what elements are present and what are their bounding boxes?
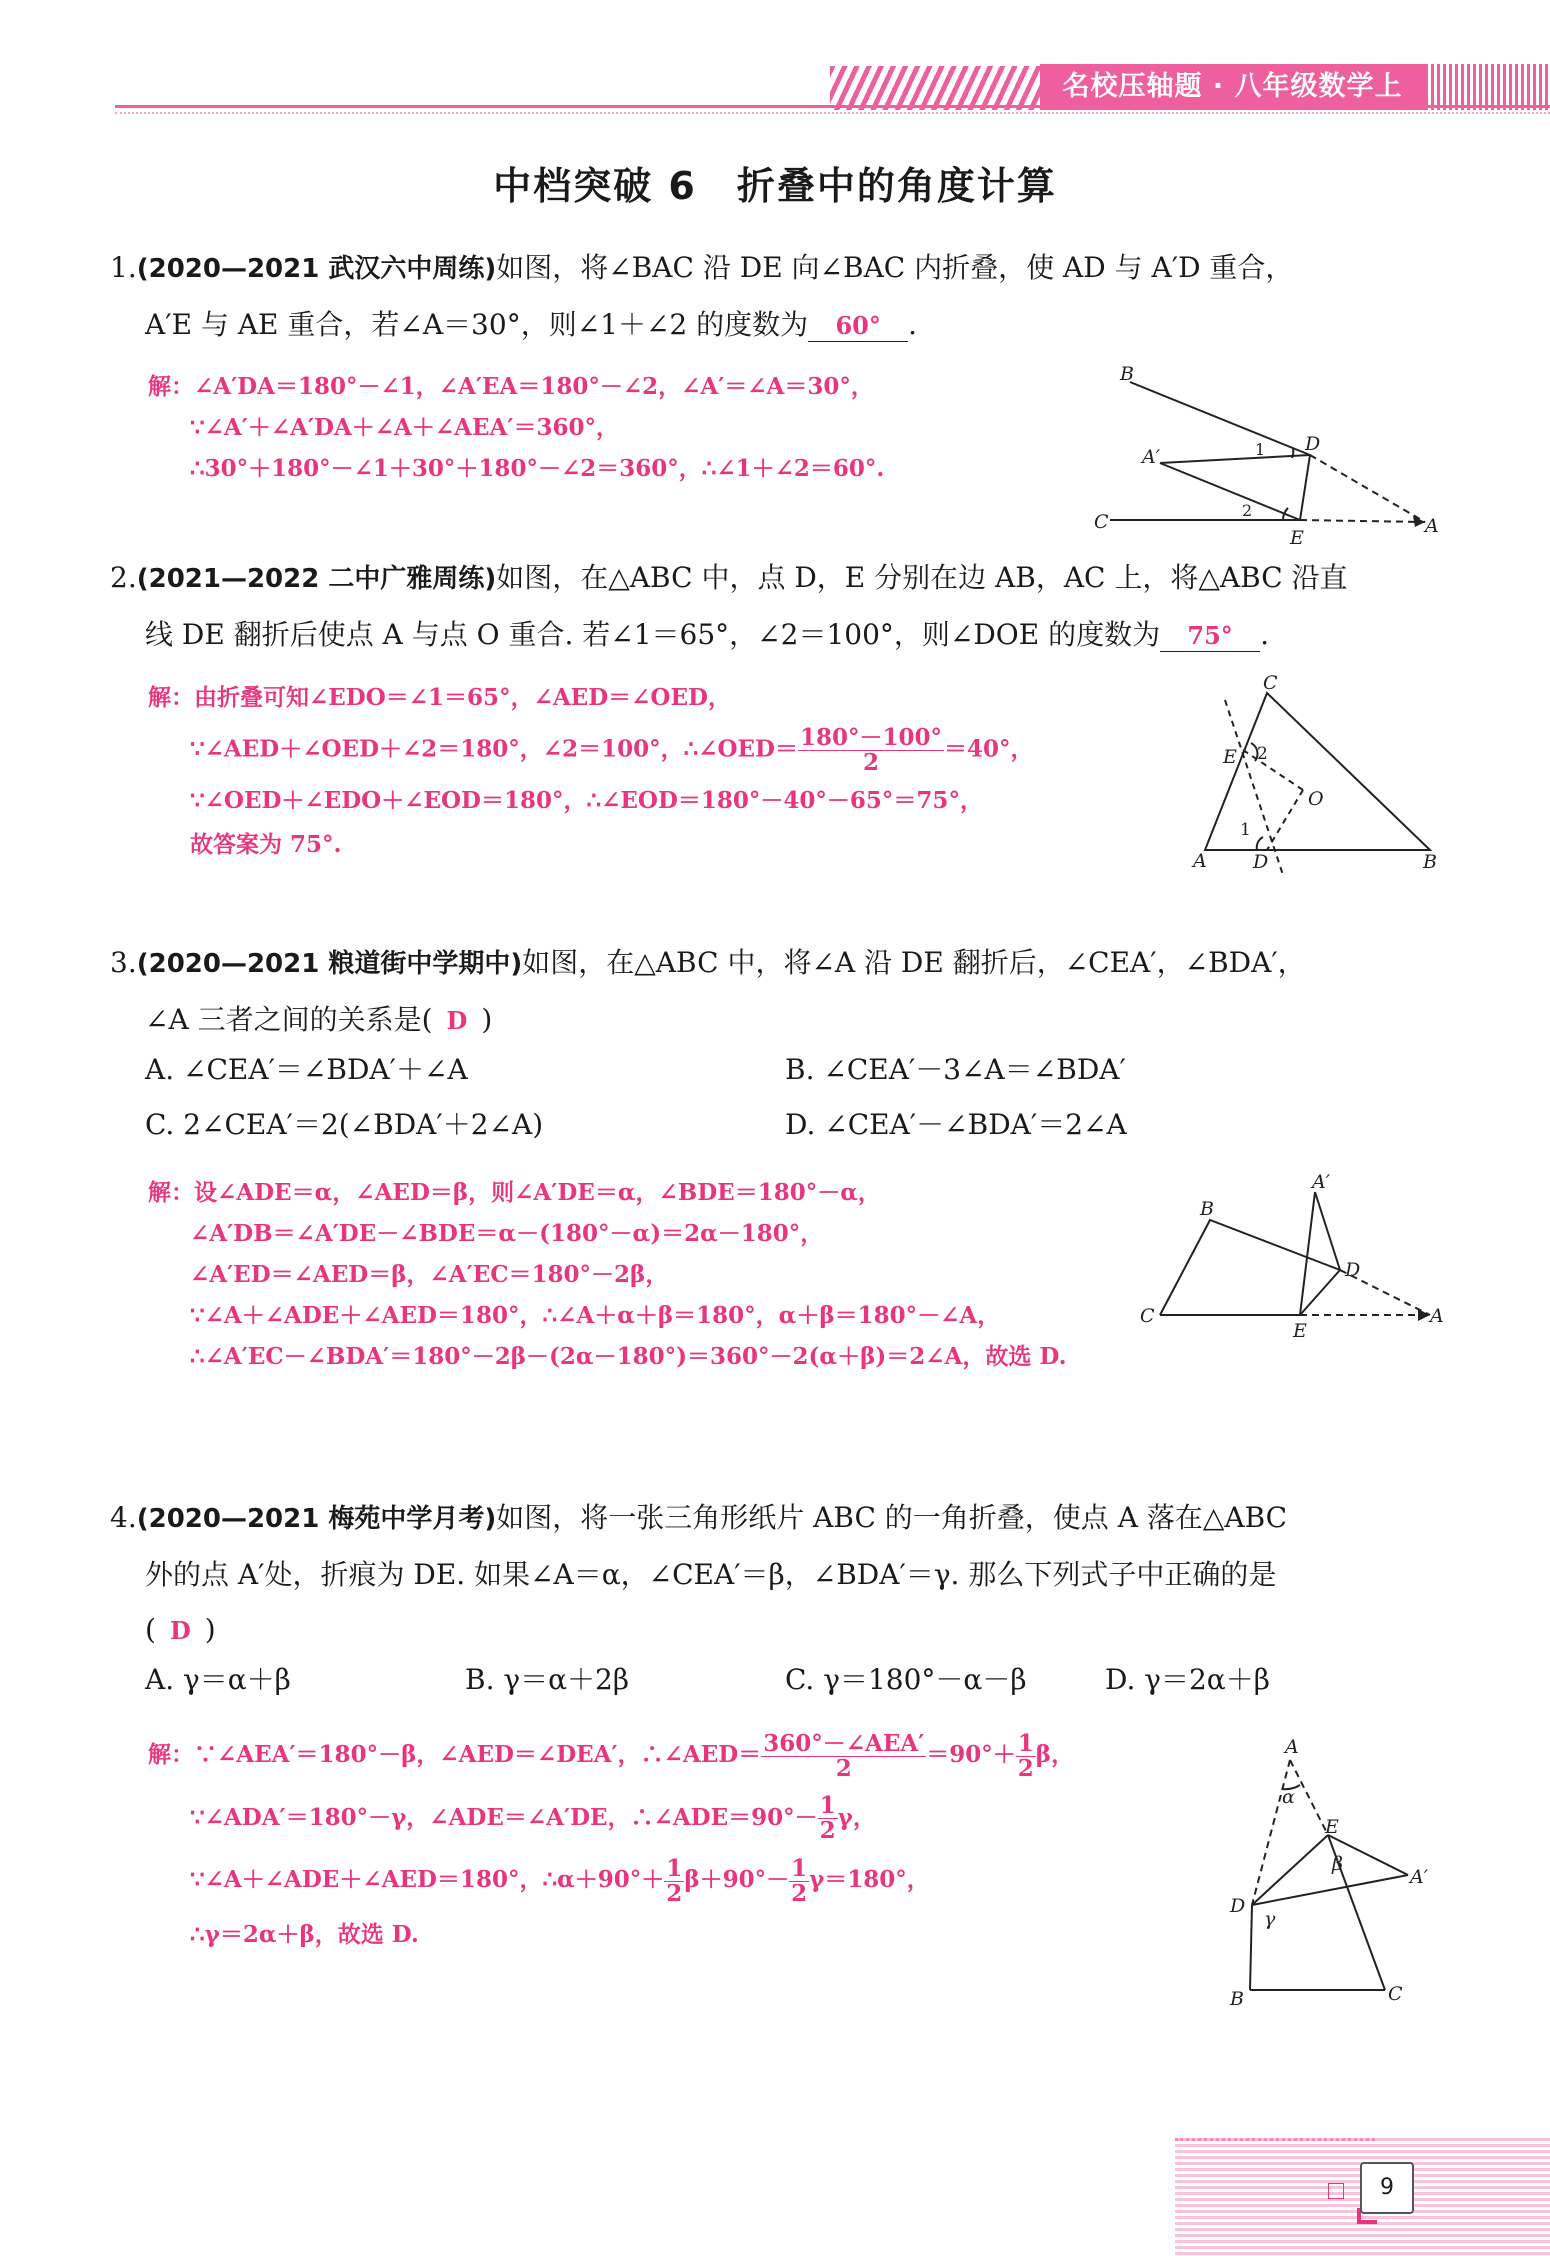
q3-solution xyxy=(148,1172,1148,1377)
q1-label-c: C xyxy=(1094,511,1109,533)
q2-text-a: 如图，在△ABC 中，点 D，E 分别在边 AB，AC 上，将△ABC 沿直 xyxy=(496,561,1348,594)
q3-label-e: E xyxy=(1293,1320,1307,1342)
q4-half-num: 1 xyxy=(819,1792,836,1819)
q4-sol-line-2a: ∵∠ADA′＝180°－γ，∠ADE＝∠A′DE，∴∠ADE＝90°－ xyxy=(190,1803,818,1831)
q3-text-a: 如图，在△ABC 中，将∠A 沿 DE 翻折后，∠CEA′，∠BDA′， xyxy=(522,946,1306,979)
q1-number: 1. xyxy=(110,251,137,284)
q4-sol-line-3c: γ＝180°， xyxy=(809,1866,930,1893)
q4-fraction-1 xyxy=(761,1729,926,1782)
q4-label-b: B xyxy=(1230,1988,1244,2010)
q4-sol-line-3a: ∵∠A＋∠ADE＋∠AED＝180°，∴α＋90°＋ xyxy=(190,1866,665,1893)
q4-label-a: A xyxy=(1285,1736,1299,1758)
q2-text-b: 线 DE 翻折后使点 A 与点 O 重合. 若∠1＝65°，∠2＝100°，则∠DOE 的度数为 xyxy=(145,618,1161,651)
q2-end: . xyxy=(1260,618,1270,651)
footer-dotted-line xyxy=(1175,2138,1375,2141)
q4-option-a: A. γ＝α＋β xyxy=(145,1663,291,1696)
q3-sol-line: ∠A′ED＝∠AED＝β，∠A′EC＝180°－2β， xyxy=(190,1261,669,1288)
question-1 xyxy=(110,240,1440,352)
q4-text-a: 如图，将一张三角形纸片 ABC 的一角折叠，使点 A 落在△ABC xyxy=(496,1501,1288,1534)
q2-sol-line-4: 故答案为 75°. xyxy=(190,831,342,858)
q3-label-d: D xyxy=(1345,1259,1361,1281)
q3-sol-line: ∵∠A＋∠ADE＋∠AED＝180°，∴∠A＋α＋β＝180°，α＋β＝180°－∠A， xyxy=(190,1302,1001,1329)
q2-sol-line-2a: ∵∠AED＋∠OED＋∠2＝180°，∠2＝100°，∴∠OED＝ xyxy=(190,735,798,763)
q4-figure xyxy=(1220,1725,1460,2015)
q2-frac-num: 180°－100° xyxy=(800,724,943,751)
q4-sol-line-3b: β＋90°－ xyxy=(684,1866,790,1893)
q2-label-2: 2 xyxy=(1257,744,1268,764)
q4-number: 4. xyxy=(110,1501,137,1534)
q2-source: (2021—2022 二中广雅周练) xyxy=(136,564,497,594)
q4-sol-line-1b: ＝90°＋ xyxy=(926,1741,1016,1768)
q4-source: (2020—2021 梅苑中学月考) xyxy=(136,1504,497,1534)
q3-text-b: ∠A 三者之间的关系是( xyxy=(145,1003,433,1036)
q3-number: 3. xyxy=(110,946,137,979)
q3-option-c: C. 2∠CEA′＝2(∠BDA′＋2∠A) xyxy=(145,1108,544,1141)
q4-half-num: 1 xyxy=(791,1854,808,1882)
q1-label-a-prime: A′ xyxy=(1142,446,1161,468)
q2-label-a: A xyxy=(1193,850,1207,872)
q1-text-b: A′E 与 AE 重合，若∠A＝30°，则∠1＋∠2 的度数为 xyxy=(145,308,809,341)
header-dotted-line xyxy=(115,112,1550,114)
q1-text-a: 如图，将∠BAC 沿 DE 向∠BAC 内折叠，使 AD 与 A′D 重合， xyxy=(496,251,1294,284)
q2-label-d: D xyxy=(1253,851,1269,873)
q4-sol-line-1a: ∵∠AEA′＝180°－β，∠AED＝∠DEA′，∴∠AED＝ xyxy=(194,1741,762,1768)
q1-end: . xyxy=(908,308,918,341)
q4-frac1-den: 2 xyxy=(835,1754,852,1782)
q3-option-b: B. ∠CEA′－3∠A＝∠BDA′ xyxy=(785,1053,1126,1086)
q4-sol-line-2b: γ， xyxy=(837,1803,876,1831)
q4-option-c: C. γ＝180°－α－β xyxy=(785,1663,1027,1696)
q4-half xyxy=(1016,1729,1036,1782)
q3-label-a: A xyxy=(1430,1305,1444,1327)
q1-sol-label: 解： xyxy=(148,373,194,400)
question-3 xyxy=(110,935,1440,1048)
page-title: 中档突破 6 折叠中的角度计算 xyxy=(493,164,1057,208)
q1-label-1: 1 xyxy=(1255,440,1266,459)
q4-label-c: C xyxy=(1388,1983,1403,2005)
q4-half-den: 2 xyxy=(791,1879,808,1907)
q2-sol-line-2b: ＝40°， xyxy=(944,735,1034,763)
q1-source: (2020—2021 武汉六中周练) xyxy=(136,254,497,284)
q3-sol-label: 解： xyxy=(148,1179,194,1206)
q2-number: 2. xyxy=(110,561,137,594)
q1-label-e: E xyxy=(1290,527,1304,549)
q1-figure xyxy=(1080,360,1450,550)
q1-sol-line: ∵∠A′＋∠A′DA＋∠A＋∠AEA′＝360°， xyxy=(190,414,619,441)
q4-text-b: 外的点 A′处，折痕为 DE. 如果∠A＝α，∠CEA′＝β，∠BDA′＝γ. 那么下列式子中正确的是 xyxy=(145,1558,1277,1591)
header-line xyxy=(115,105,1550,108)
q2-label-o: O xyxy=(1308,788,1324,810)
header-stripes xyxy=(830,66,1040,110)
q4-sol-label: 解： xyxy=(148,1741,194,1768)
q4-label-a-prime: A′ xyxy=(1410,1866,1429,1888)
q4-sol-line-1c: β， xyxy=(1035,1741,1075,1768)
q2-label-b: B xyxy=(1423,851,1437,873)
q1-sol-line: ∴30°＋180°－∠1＋30°＋180°－∠2＝360°，∴∠1＋∠2＝60°. xyxy=(190,455,885,482)
q2-label-e: E xyxy=(1223,746,1237,768)
q4-sol-line-4: ∴γ＝2α＋β，故选 D. xyxy=(190,1920,419,1948)
q4-half-den: 2 xyxy=(819,1817,836,1844)
q4-label-d: D xyxy=(1230,1895,1246,1917)
footer-square-icon xyxy=(1328,2183,1344,2199)
q4-half-den: 2 xyxy=(1017,1754,1034,1782)
q1-solution xyxy=(148,366,1048,489)
q3-sol-line: 设∠ADE＝α，∠AED＝β，则∠A′DE＝α，∠BDE＝180°－α， xyxy=(194,1179,881,1206)
q1-label-2: 2 xyxy=(1242,501,1253,520)
q3-option-a: A. ∠CEA′＝∠BDA′＋∠A xyxy=(145,1053,468,1086)
q4-label-gamma: γ xyxy=(1264,1908,1276,1930)
q4-label-e: E xyxy=(1325,1816,1339,1838)
q2-answer: 75° xyxy=(1160,621,1260,652)
q4-half-den: 2 xyxy=(666,1879,683,1907)
q4-half-num: 1 xyxy=(1017,1729,1034,1757)
q3-label-c: C xyxy=(1140,1305,1155,1327)
q2-frac-den: 2 xyxy=(863,749,880,776)
question-4 xyxy=(110,1490,1440,1658)
q2-sol-label: 解： xyxy=(148,684,194,711)
q2-fraction xyxy=(798,726,944,775)
q2-label-1: 1 xyxy=(1240,820,1251,840)
q3-end: ) xyxy=(481,1003,493,1036)
header-stripes-right xyxy=(1425,64,1550,110)
q4-frac1-num: 360°－∠AEA′ xyxy=(763,1729,925,1757)
q4-half xyxy=(664,1854,684,1907)
q1-sol-line: ∠A′DA＝180°－∠1，∠A′EA＝180°－∠2，∠A′＝∠A＝30°， xyxy=(194,373,874,400)
q2-sol-line-1: 由折叠可知∠EDO＝∠1＝65°，∠AED＝∠OED， xyxy=(194,684,731,711)
q4-half-num: 1 xyxy=(666,1854,683,1882)
q3-label-a-prime: A′ xyxy=(1312,1171,1331,1193)
q2-sol-line-3: ∵∠OED＋∠EDO＋∠EOD＝180°，∴∠EOD＝180°－40°－65°＝75°， xyxy=(190,787,983,814)
q4-label-beta: β xyxy=(1332,1853,1343,1875)
q4-half xyxy=(789,1854,809,1907)
header-tag: 名校压轴题 · 八年级数学上 xyxy=(1040,64,1425,110)
q3-answer: D xyxy=(446,1006,468,1035)
q4-option-d: D. γ＝2α＋β xyxy=(1105,1663,1270,1696)
q4-paren-close: ) xyxy=(204,1613,216,1646)
q3-source: (2020—2021 粮道街中学期中) xyxy=(136,949,523,979)
q3-option-d: D. ∠CEA′－∠BDA′＝2∠A xyxy=(785,1108,1127,1141)
q1-label-b: B xyxy=(1120,363,1134,385)
q3-figure xyxy=(1130,1170,1460,1345)
q4-label-alpha: α xyxy=(1282,1786,1295,1808)
q1-label-a: A xyxy=(1425,515,1439,537)
q4-solution xyxy=(148,1730,1198,1960)
q4-paren-open: ( xyxy=(145,1613,156,1646)
q4-answer: D xyxy=(169,1616,191,1645)
q3-sol-line: ∴∠A′EC－∠BDA′＝180°－2β－(2α－180°)＝360°－2(α＋β)＝2∠A，故选 D. xyxy=(190,1343,1067,1370)
q3-label-b: B xyxy=(1200,1198,1214,1220)
q2-figure xyxy=(1185,675,1455,875)
q2-label-c: C xyxy=(1263,675,1278,694)
q4-option-b: B. γ＝α＋2β xyxy=(465,1663,630,1696)
q4-half xyxy=(818,1794,838,1843)
q3-sol-line: ∠A′DB＝∠A′DE－∠BDE＝α－(180°－α)＝2α－180°， xyxy=(190,1220,824,1247)
q1-label-d: D xyxy=(1305,433,1321,455)
question-2 xyxy=(110,550,1440,662)
q2-solution xyxy=(148,676,1098,867)
page-number: 9 xyxy=(1360,2162,1414,2214)
q1-answer: 60° xyxy=(808,311,908,342)
